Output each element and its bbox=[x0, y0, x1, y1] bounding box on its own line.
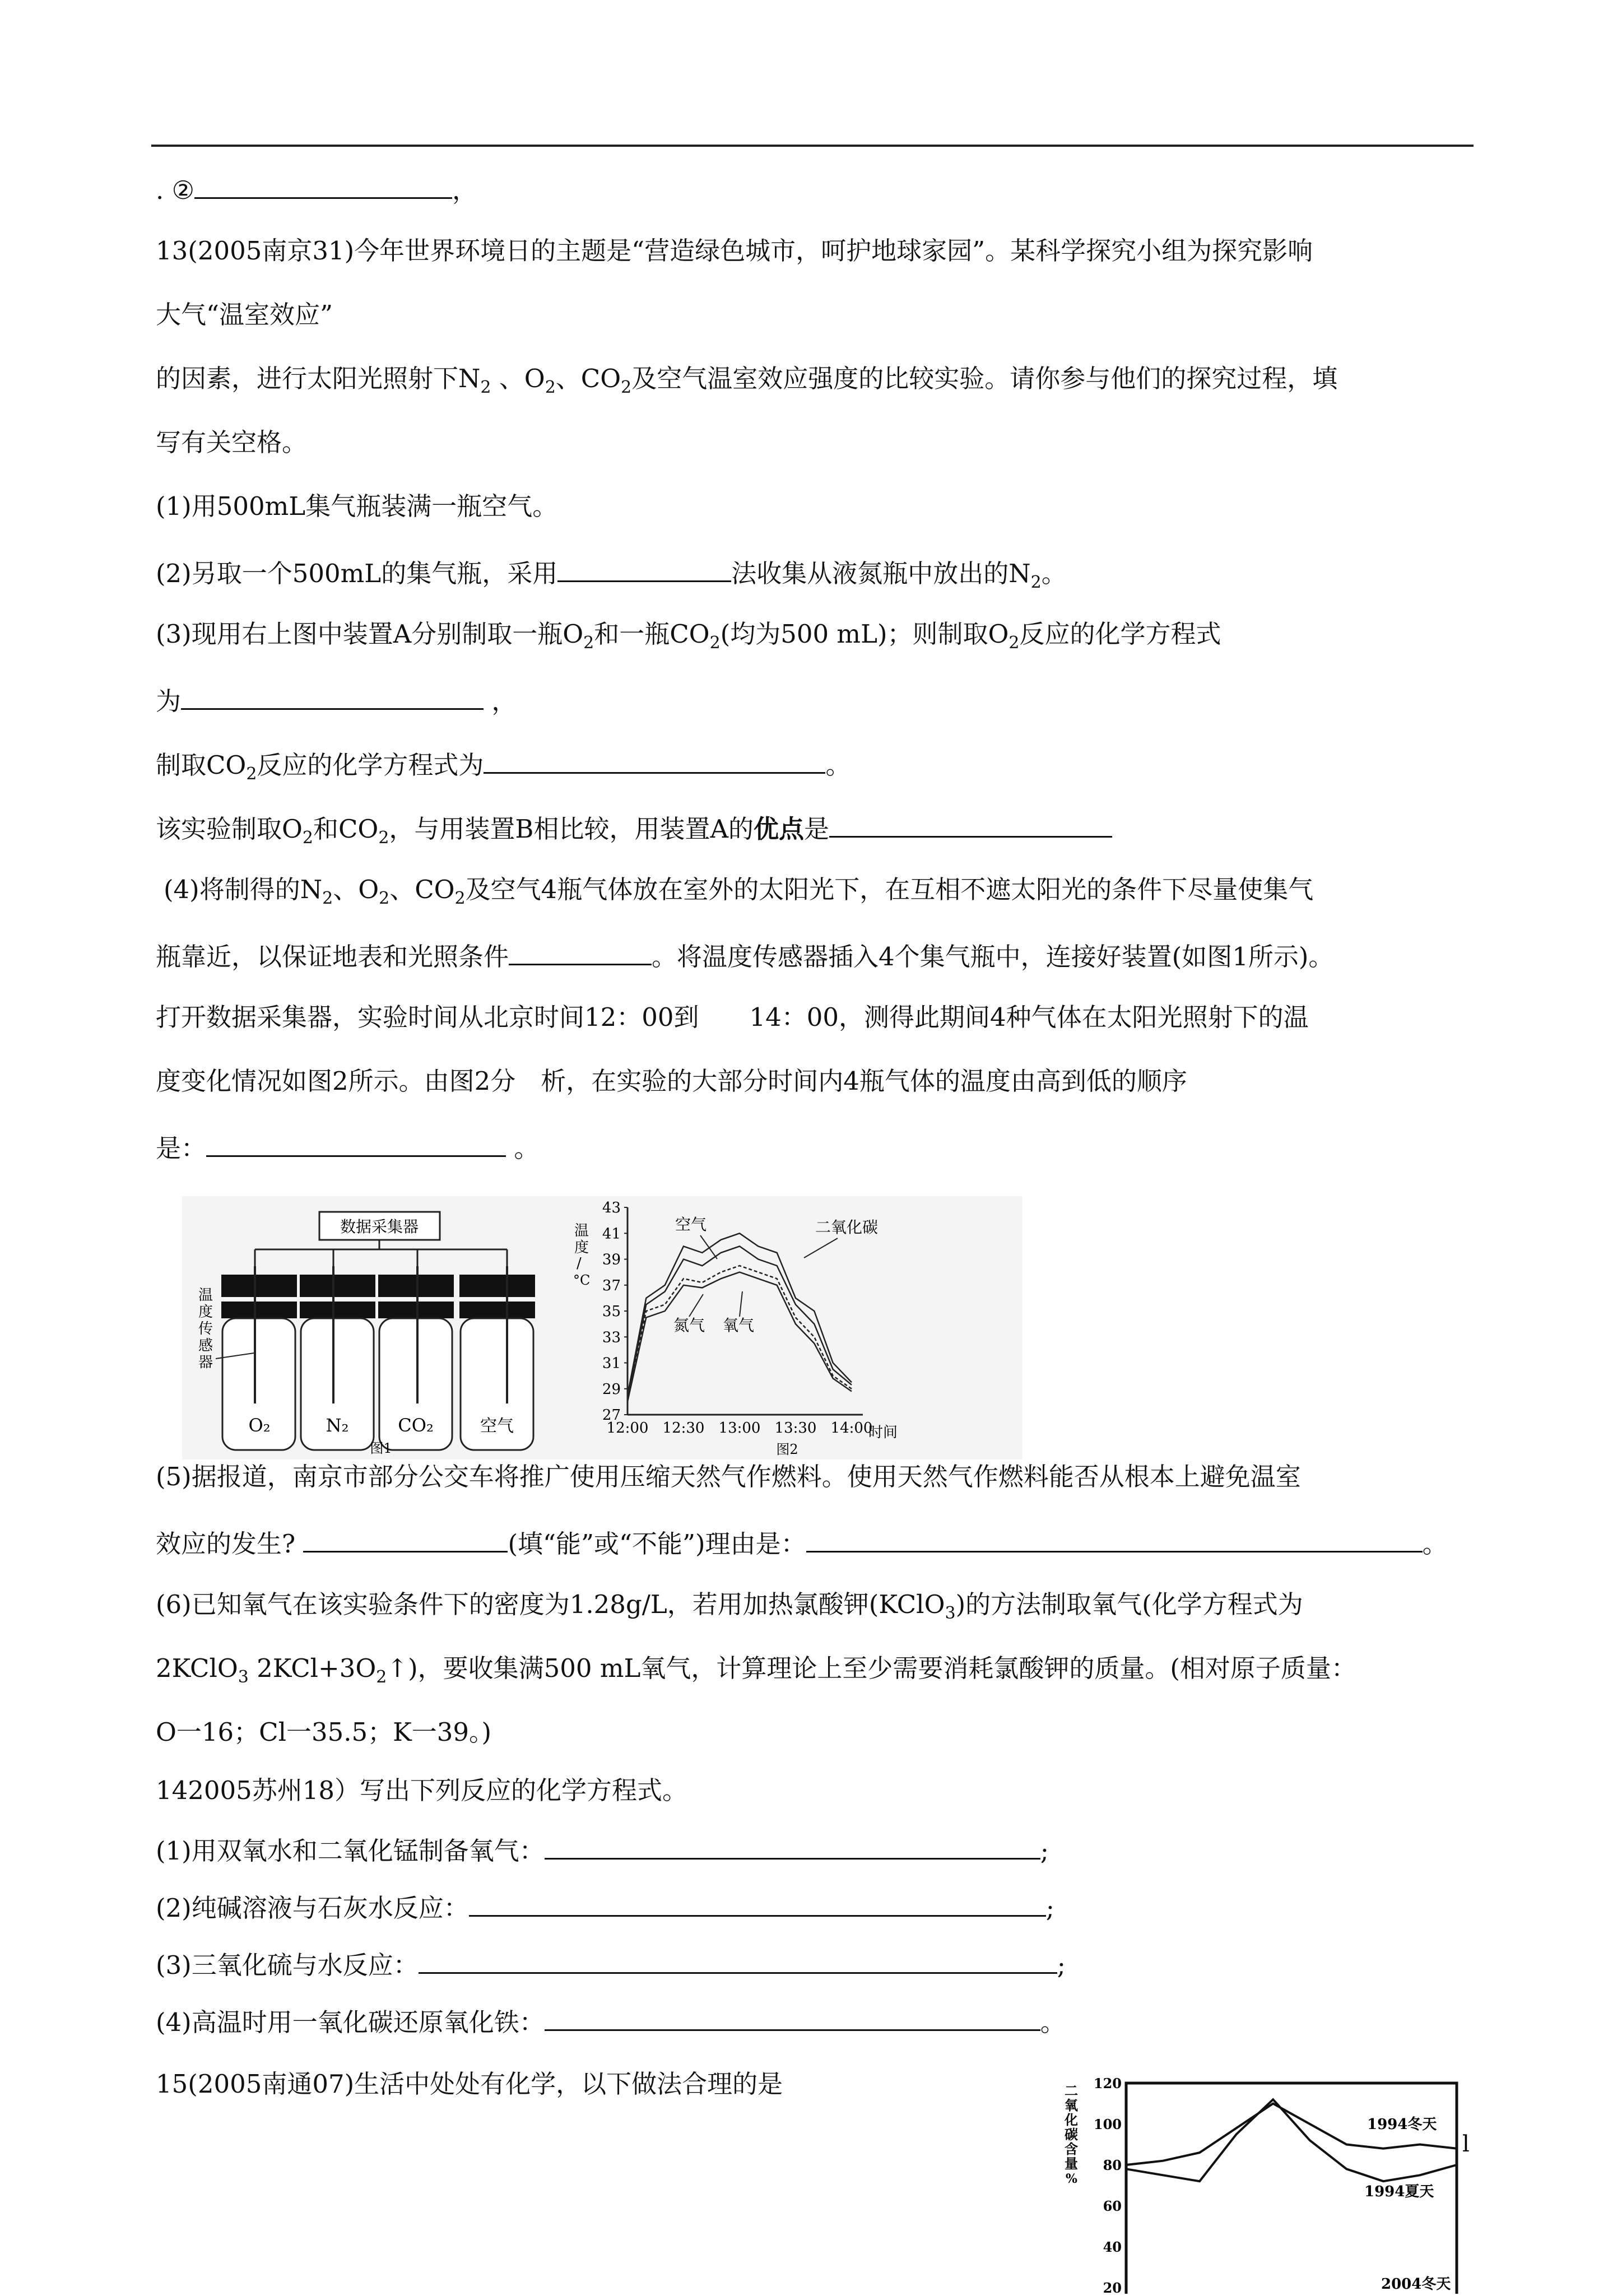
order-blank[interactable] bbox=[206, 1128, 506, 1157]
figure-2-caption: 图2 bbox=[776, 1442, 798, 1457]
x-tick-label: 12:00 bbox=[606, 1420, 649, 1437]
bottle-label-o2: O₂ bbox=[248, 1415, 271, 1436]
q14-blank-4[interactable] bbox=[545, 2002, 1040, 2031]
q14-blank-2[interactable] bbox=[469, 1888, 1046, 1917]
co2-y-tick-label: 100 bbox=[1093, 2116, 1122, 2132]
o2-equation-blank[interactable] bbox=[181, 681, 484, 710]
co2-ylabel-char: 氧 bbox=[1065, 2097, 1078, 2113]
co2-ylabel-char: 量 bbox=[1065, 2155, 1078, 2172]
question-13-intro-cont: 写有关空格。 bbox=[156, 427, 308, 457]
co2-ylabel-char: % bbox=[1066, 2172, 1077, 2186]
bottle-label-n2: N₂ bbox=[326, 1415, 349, 1436]
co2-content-chart bbox=[1053, 2073, 1479, 2296]
q14-blank-1[interactable] bbox=[545, 1831, 1040, 1860]
y-tick-label: 41 bbox=[602, 1225, 621, 1243]
x-tick-label: 13:30 bbox=[774, 1420, 817, 1437]
y-axis-label-char: 度 bbox=[574, 1239, 589, 1256]
bottle-label-air: 空气 bbox=[480, 1416, 514, 1436]
step-6-atomic-masses: O一16；Cl一35.5；K一39。) bbox=[156, 1717, 492, 1747]
co2-chart-plot bbox=[1064, 2075, 1457, 2294]
step-3-advantage: 该实验制取$O_2$和$CO_2$，与用装置B相比较，用装置A的优点是 bbox=[156, 809, 1112, 846]
co2-y-tick-label: 20 bbox=[1103, 2280, 1122, 2294]
reason-blank[interactable] bbox=[806, 1524, 1423, 1553]
step-5-cont: 效应的发生? (填“能”或“不能”)理由是： 。 bbox=[156, 1524, 1448, 1561]
q14-item-3: (3)三氧化硫与水反应： ; bbox=[156, 1945, 1066, 1982]
stray-mark: l bbox=[1462, 2131, 1470, 2157]
co2-ylabel-char: 含 bbox=[1065, 2141, 1078, 2157]
sensor-label: 传 bbox=[198, 1321, 213, 1337]
step-6-equation: 2KClO$_3$ $2KCl+3O_2↑$)，要收集满500 mL氧气，计算理论上至少需要消耗氯酸钾的质量。(相对原子质量： bbox=[156, 1653, 1356, 1687]
sensor-label: 感 bbox=[198, 1337, 213, 1354]
question-13-title: 13(2005南京31)今年世界环境日的主题是“营造绿色城市，呵护地球家园”。某科学探究小组为探究影响 bbox=[156, 236, 1313, 266]
figures-1-2 bbox=[182, 1196, 1023, 1462]
co2-series-label: 1994冬天 bbox=[1367, 2116, 1437, 2133]
step-4-cont2: 打开数据采集器，实验时间从北京时间12：00到 14：00，测得此期间4种气体在太阳光照射下的温 bbox=[156, 1002, 1309, 1032]
answer-blank[interactable] bbox=[194, 170, 452, 199]
question-14-title: 142005苏州18）写出下列反应的化学方程式。 bbox=[156, 1776, 688, 1805]
sensor-label: 温 bbox=[198, 1287, 213, 1304]
y-tick-label: 43 bbox=[602, 1200, 621, 1216]
x-tick-label: 12:30 bbox=[662, 1420, 705, 1437]
step-2: (2)另取一个500mL的集气瓶，采用 法收集从液氮瓶中放出的$N_2$。 bbox=[156, 554, 1067, 591]
question-13-title-cont: 大气“温室效应” bbox=[156, 300, 333, 329]
step-2-blank[interactable] bbox=[557, 554, 731, 582]
advantage-blank[interactable] bbox=[829, 809, 1112, 838]
co2-y-tick-label: 120 bbox=[1093, 2075, 1122, 2092]
sensor-label: 器 bbox=[198, 1354, 213, 1371]
answer-line-2: . ② ， bbox=[156, 170, 477, 207]
step-3: (3)现用右上图中装置A分别制取一瓶$O_2$和一瓶$CO_2$(均为500 mL)；则制取$O_2$反应的化学方程式 bbox=[156, 619, 1221, 653]
step-4: (4)将制得的$N_2$、$O_2$、$CO_2$及空气4瓶气体放在室外的太阳光下，在互相不遮太阳光的条件下尽量使集气 bbox=[164, 875, 1314, 908]
step-4-order: 是： 。 bbox=[156, 1128, 539, 1165]
can-or-cannot-blank[interactable] bbox=[303, 1524, 508, 1553]
question-13-intro: 的因素，进行太阳光照射下$N_2$ 、$O_2$、$CO_2$及空气温室效应强度的比较实验。请你参与他们的探究过程，填 bbox=[156, 364, 1338, 397]
figure-1-caption: 图1 bbox=[370, 1440, 392, 1456]
step-3-co2-equation: 制取$CO_2$反应的化学方程式为 。 bbox=[156, 745, 850, 782]
series-label-co2: 二氧化碳 bbox=[815, 1218, 879, 1237]
data-collector-label: 数据采集器 bbox=[340, 1217, 419, 1236]
y-tick-label: 31 bbox=[602, 1355, 621, 1372]
q14-item-1: (1)用双氧水和二氧化锰制备氧气： ; bbox=[156, 1831, 1049, 1868]
y-tick-label: 29 bbox=[602, 1381, 621, 1398]
question-15-title: 15(2005南通07)生活中处处有化学，以下做法合理的是 bbox=[156, 2069, 783, 2099]
y-axis-label-char: / bbox=[577, 1255, 582, 1272]
y-axis-label-char: °C bbox=[573, 1272, 591, 1288]
sensor-label: 度 bbox=[198, 1304, 213, 1321]
y-tick-label: 27 bbox=[602, 1407, 621, 1424]
co2-y-tick-label: 60 bbox=[1103, 2198, 1122, 2214]
x-tick-label: 13:00 bbox=[718, 1420, 761, 1437]
y-axis-label-char: 温 bbox=[574, 1223, 589, 1239]
co2-series-label: 1994夏天 bbox=[1364, 2183, 1434, 2200]
step-5: (5)据报道，南京市部分公交车将推广使用压缩天然气作燃料。使用天然气作燃料能否从根本上避免温室 bbox=[156, 1462, 1301, 1491]
step-4-cont3: 度变化情况如图2所示。由图2分 析，在实验的大部分时间内4瓶气体的温度由高到低的顺序 bbox=[156, 1066, 1187, 1096]
y-tick-label: 39 bbox=[602, 1251, 621, 1268]
co2-series-label: 2004冬天 bbox=[1381, 2276, 1451, 2293]
bottle-label-co2: CO₂ bbox=[398, 1415, 434, 1436]
co2-y-tick-label: 40 bbox=[1103, 2239, 1122, 2255]
header-rule bbox=[151, 145, 1474, 147]
step-3-o2-equation: 为 ， bbox=[156, 681, 517, 718]
step-6: (6)已知氧气在该实验条件下的密度为1.28g/L，若用加热氯酸钾(KClO$_3$)的方法制取氧气(化学方程式为 bbox=[156, 1589, 1303, 1623]
series-label-o2: 氧气 bbox=[723, 1316, 755, 1335]
q14-item-2: (2)纯碱溶液与石灰水反应： ; bbox=[156, 1888, 1054, 1925]
step-4-cont: 瓶靠近，以保证地表和光照条件 。将温度传感器插入4个集气瓶中，连接好装置(如图1所示)。 bbox=[156, 937, 1333, 974]
y-tick-label: 33 bbox=[602, 1329, 621, 1346]
x-tick-label: 14:00 bbox=[830, 1420, 873, 1437]
x-axis-label: 时间 bbox=[868, 1424, 898, 1441]
co2-y-tick-label: 80 bbox=[1103, 2157, 1122, 2173]
series-label-n2: 氮气 bbox=[673, 1316, 705, 1335]
y-tick-label: 35 bbox=[602, 1303, 621, 1320]
q14-item-4: (4)高温时用一氧化碳还原氧化铁： 。 bbox=[156, 2002, 1066, 2039]
q14-blank-3[interactable] bbox=[419, 1945, 1057, 1974]
series-label-air: 空气 bbox=[675, 1215, 707, 1234]
y-tick-label: 37 bbox=[602, 1277, 621, 1294]
co2-ylabel-char: 化 bbox=[1065, 2112, 1078, 2128]
co2-ylabel-char: 二 bbox=[1065, 2083, 1078, 2099]
co2-ylabel-char: 碳 bbox=[1065, 2126, 1078, 2142]
step-1: (1)用500mL集气瓶装满一瓶空气。 bbox=[156, 491, 558, 521]
co2-equation-blank[interactable] bbox=[484, 745, 825, 774]
condition-blank[interactable] bbox=[509, 937, 652, 965]
